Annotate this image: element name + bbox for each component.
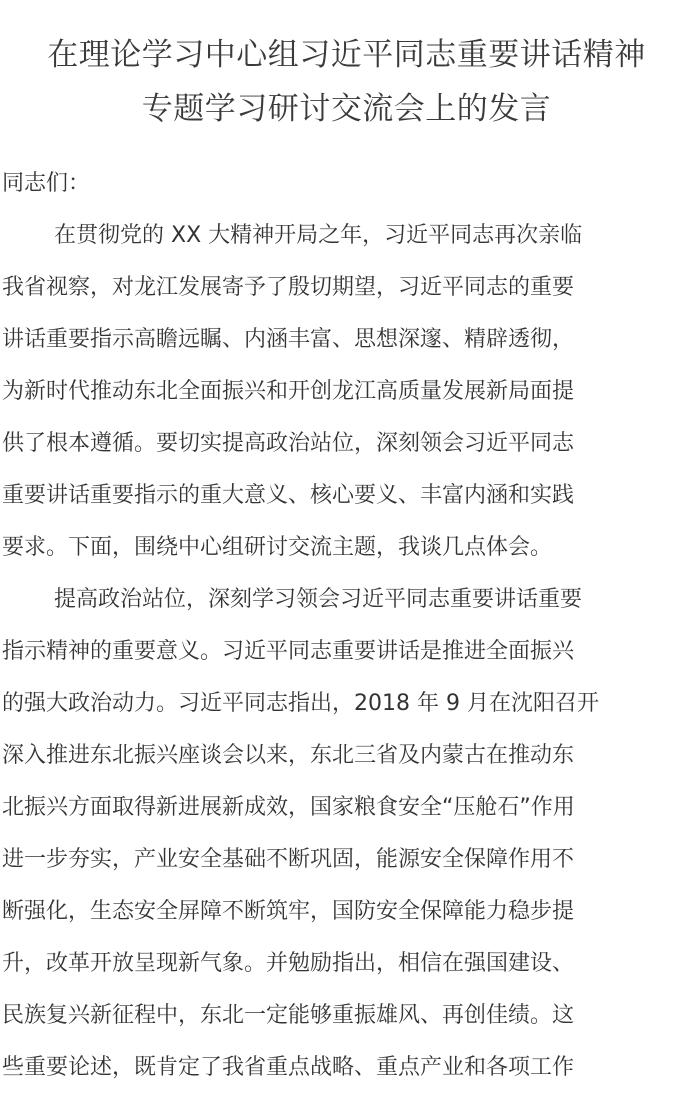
paragraph-line: 重要讲话重要指示的重大意义、核心要义、丰富内涵和实践 (2, 483, 575, 508)
paragraph-line: 我省视察，对龙江发展寄予了殷切期望，习近平同志的重要 (2, 275, 575, 300)
paragraph-line: 讲话重要指示高瞻远瞩、内涵丰富、思想深邃、精辟透彻， (2, 327, 575, 352)
paragraph-2 (2, 574, 693, 1094)
paragraph-line: 深入推进东北振兴座谈会以来，东北三省及内蒙古在推动东 (2, 743, 575, 768)
document-title (0, 28, 693, 136)
paragraph-line: 断强化，生态安全屏障不断筑牢，国防安全保障能力稳步提 (2, 899, 575, 924)
salutation: 同志们： (2, 171, 91, 196)
paragraph-line: 要求。下面，围绕中心组研讨交流主题，我谈几点体会。 (2, 535, 553, 560)
paragraph-line: 提高政治站位，深刻学习领会习近平同志重要讲话重要 (54, 587, 583, 612)
paragraph-line: 些重要论述，既肯定了我省重点战略、重点产业和各项工作 (2, 1055, 575, 1080)
paragraph-line: 进一步夯实，产业安全基础不断巩固，能源安全保障作用不 (2, 847, 575, 872)
paragraph-line: 北振兴方面取得新进展新成效，国家粮食安全“压舱石”作用 (2, 795, 575, 820)
paragraph-line: 民族复兴新征程中，东北一定能够重振雄风、再创佳绩。这 (2, 1003, 575, 1028)
paragraph-line: 升，改革开放呈现新气象。并勉励指出，相信在强国建设、 (2, 951, 575, 976)
paragraph-line: 的强大政治动力。习近平同志指出，2018 年 9 月在沈阳召开 (2, 691, 599, 716)
paragraph-line: 在贯彻党的 XX 大精神开局之年，习近平同志再次亲临 (54, 223, 583, 248)
title-line-2: 专题学习研讨交流会上的发言 (141, 91, 552, 127)
paragraph-line: 供了根本遵循。要切实提高政治站位，深刻领会习近平同志 (2, 431, 575, 456)
paragraph-line: 为新时代推动东北全面振兴和开创龙江高质量发展新局面提 (2, 379, 575, 404)
title-line-1: 在理论学习中心组习近平同志重要讲话精神 (47, 37, 646, 73)
paragraph-1 (2, 210, 693, 574)
paragraph-line: 指示精神的重要意义。习近平同志重要讲话是推进全面振兴 (2, 639, 575, 664)
